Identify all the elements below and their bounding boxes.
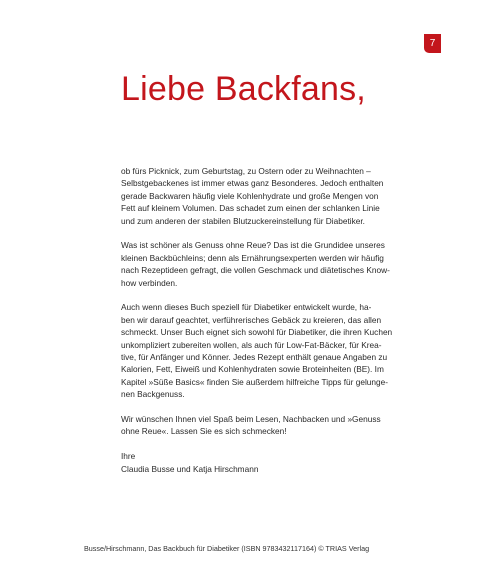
letter-body [121, 165, 409, 487]
text-line: Ihre [121, 451, 136, 462]
paragraph-audience [121, 301, 409, 400]
text-line: Kapitel »Süße Basics« finden Sie außerdem hilfreiche Tipps für gelunge- [121, 376, 389, 387]
text-line: schmeckt. Unser Buch eignet sich sowohl für Diabetiker, die ihren Kuchen [121, 327, 393, 338]
text-line: gerade Backwaren häufig viele Kohlenhydrate und große Mengen von [121, 190, 379, 201]
text-line: Auch wenn dieses Buch speziell für Diabetiker entwickelt wurde, ha- [121, 302, 372, 313]
text-line: nach Rezeptideen gefragt, die vollen Geschmack und diätetisches Know- [121, 265, 390, 276]
text-line: kleinen Backbüchleins; denn als Ernährungsexperten werden wir häufig [121, 252, 384, 263]
text-line: ben wir darauf geachtet, verführerisches Gebäck zu kreieren, das allen [121, 314, 382, 325]
text-line: und zum anderen der stabilen Blutzuckereinstellung für Diabetiker. [121, 215, 365, 226]
text-line: tive, für Anfänger und Könner. Jedes Rezept enthält genaue Angaben zu [121, 352, 388, 363]
paragraph-idea [121, 239, 409, 289]
paragraph-intro [121, 165, 409, 227]
text-line: Wir wünschen Ihnen viel Spaß beim Lesen, Nachbacken und »Genuss [121, 414, 381, 425]
text-line: Selbstgebackenes ist immer etwas ganz Besonderes. Jedoch enthalten [121, 178, 384, 189]
text-line: nen Backgenuss. [121, 389, 185, 400]
signature-names: Claudia Busse und Katja Hirschmann [121, 463, 259, 474]
text-line: unkompliziert zubereiten wollen, als auch für Low-Fat-Bäcker, für Krea- [121, 339, 382, 350]
text-line: ob fürs Picknick, zum Geburtstag, zu Ostern oder zu Weihnachten – [121, 166, 371, 176]
text-line: Fett auf kleinem Volumen. Das schadet zum einen der schlanken Linie [121, 203, 380, 214]
text-line: how verbinden. [121, 277, 178, 288]
text-line: Kalorien, Fett, Eiweiß und Kohlenhydraten sowie Broteinheiten (BE). Im [121, 364, 384, 375]
signature [121, 450, 409, 475]
text-line: Was ist schöner als Genuss ohne Reue? Das ist die Grundidee unseres [121, 240, 385, 251]
text-line: ohne Reue«. Lassen Sie es sich schmecken! [121, 426, 287, 437]
paragraph-wishes [121, 413, 409, 438]
copyright-footer: Busse/Hirschmann, Das Backbuch für Diabetiker (ISBN 9783432117164) © TRIAS Verlag [84, 544, 370, 553]
page-title: Liebe Backfans, [121, 70, 366, 108]
page-number-badge: 7 [424, 34, 441, 53]
